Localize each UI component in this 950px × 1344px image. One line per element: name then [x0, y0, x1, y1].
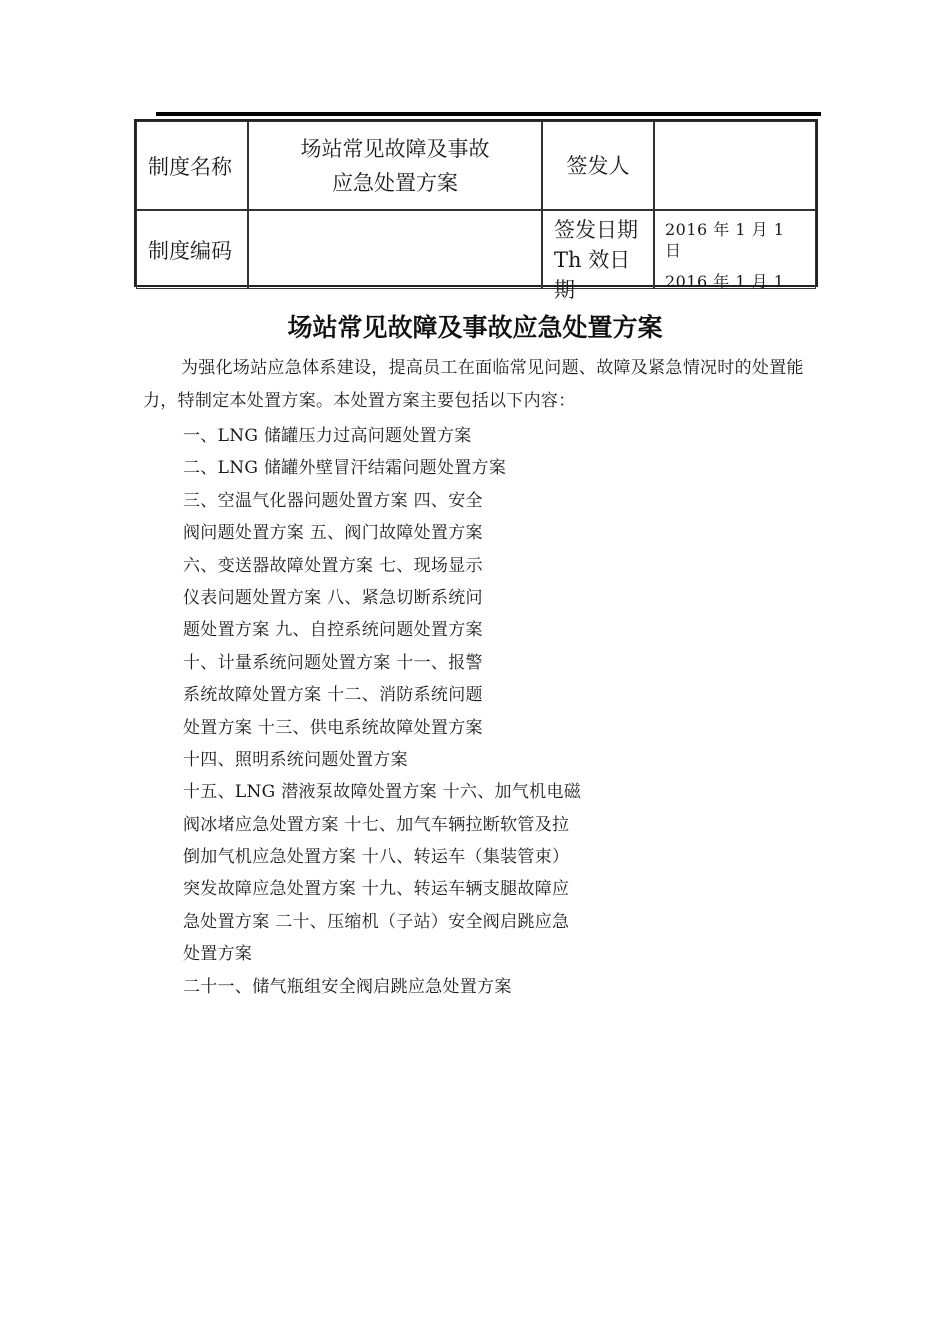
policy-code-label — [136, 210, 248, 289]
contents-line: 一、LNG 储罐压力过高问题处置方案 — [183, 426, 472, 446]
contents-line: 三、空温气化器问题处置方案 四、安全 — [183, 490, 483, 511]
contents-line: 倒加气机应急处置方案 十八、转运车（集装管束） — [183, 847, 570, 868]
policy-name-label-text: 制度名称 — [148, 154, 232, 179]
document-title: 场站常见故障及事故应急处置方案 — [287, 313, 663, 342]
intro-paragraph: 为强化场站应急体系建设，提高员工在面临常见问题、故障及紧急情况时的处置能力，特制定本处置方案。本处置方案主要包括以下内容： — [143, 358, 804, 411]
effective-date-label: Th 效日 — [554, 248, 631, 272]
date-labels-cell — [542, 210, 654, 302]
policy-code-label-text: 制度编码 — [148, 238, 232, 263]
contents-line: 处置方案 十三、供电系统故障处置方案 — [183, 717, 483, 738]
contents-line: 二、LNG 储罐外壁冒汗结霜问题处置方案 — [183, 458, 507, 479]
issuer-label-text: 签发人 — [566, 153, 630, 178]
contents-line: 十四、照明系统问题处置方案 — [183, 749, 408, 770]
issue-date-line-1: 2016 年 1 月 1 — [665, 220, 785, 239]
contents-line: 十、计量系统问题处置方案 十一、报警 — [183, 652, 483, 673]
issuer-label — [542, 121, 654, 210]
issue-date-line-2: 日 — [665, 241, 682, 260]
contents-line: 题处置方案 九、自控系统问题处置方案 — [183, 620, 483, 641]
issuer-value — [654, 121, 816, 210]
contents-line: 阀问题处置方案 五、阀门故障处置方案 — [183, 523, 483, 544]
effective-date-value: 2016 年 1 月 1 — [665, 272, 785, 291]
contents-line: 处置方案 — [183, 944, 253, 965]
contents-list — [183, 420, 581, 1003]
contents-line: 仪表问题处置方案 八、紧急切断系统问 — [183, 587, 483, 608]
contents-line: 系统故障处置方案 十二、消防系统问题 — [183, 685, 483, 706]
policy-name-value — [248, 121, 542, 210]
policy-name-label — [136, 121, 248, 210]
header-top-rule — [156, 112, 821, 116]
issue-date-label: 签发日期 — [554, 218, 638, 242]
effective-date-label-overflow: 期 — [554, 278, 575, 302]
date-values-cell — [654, 210, 816, 289]
contents-line: 急处置方案 二十、压缩机（子站）安全阀启跳应急 — [183, 911, 570, 932]
policy-name-line-2: 应急处置方案 — [332, 170, 458, 195]
contents-line: 二十一、储气瓶组安全阀启跳应急处置方案 — [183, 976, 512, 997]
contents-line: 十五、LNG 潜液泵故障处置方案 十六、加气机电磁 — [183, 782, 582, 803]
contents-line: 六、变送器故障处置方案 七、现场显示 — [183, 555, 483, 576]
header-info-table — [134, 119, 818, 302]
contents-line: 阀冰堵应急处置方案 十七、加气车辆拉断软管及拉 — [183, 814, 570, 835]
policy-code-value — [248, 210, 542, 289]
contents-line: 突发故障应急处置方案 十九、转运车辆支腿故障应 — [183, 879, 570, 900]
policy-name-line-1: 场站常见故障及事故 — [300, 136, 490, 161]
